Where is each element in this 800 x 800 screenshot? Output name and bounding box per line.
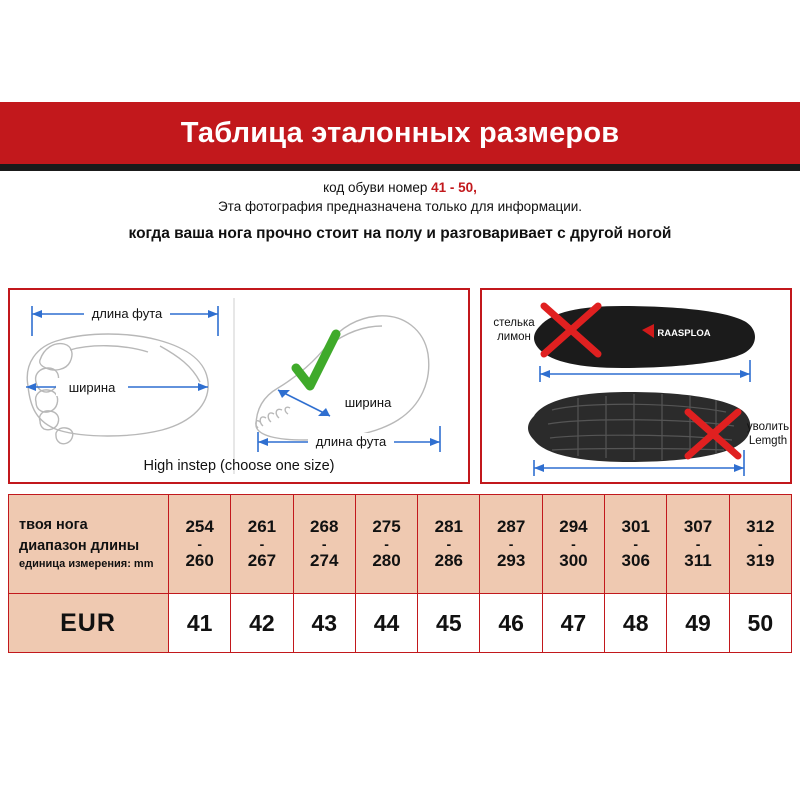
range-cell [355,495,417,594]
table-row-foot-range [9,495,792,594]
row-label-foot-range [9,495,169,594]
range-dash: - [259,536,265,552]
label-insole-line1: стелька [493,317,535,329]
range-dash: - [758,536,763,552]
range-from: 275 [372,516,401,536]
label-foot-length-side: длина фута [315,434,387,449]
insole-diagram [482,290,790,482]
range-to: 319 [746,551,775,570]
label-foot-width-side: ширина [344,395,392,410]
banner-underline [0,164,800,171]
caption-block [0,180,800,243]
caption-line-3: когда ваша нога прочно стоит на полу и разговаривает с другой ногой [128,225,672,242]
range-cell [480,495,542,594]
range-from: 268 [310,516,339,536]
eur-cell: 46 [480,594,542,653]
eur-cell: 41 [169,594,231,653]
caption-line-1 [0,180,800,195]
row-label-line-2: диапазон длины [19,538,140,555]
check-icon [296,334,336,386]
range-from: 301 [621,516,650,536]
range-cell [418,495,480,594]
label-foot-length-top: длина фута [91,306,163,321]
eur-cell: 50 [729,594,791,653]
range-dash: - [384,536,389,552]
eur-cell: 45 [418,594,480,653]
label-foot-width-top: ширина [68,380,116,395]
shoe-code: 41 - 50, [431,180,477,195]
eur-cell: 42 [231,594,293,653]
table-row-eur [9,594,792,653]
high-instep-caption: High instep (choose one size) [143,458,335,474]
caption-prefix: код обуви номер [323,180,432,195]
caption-line-2: Эта фотография предназначена только для информации. [217,199,583,214]
range-dash: - [197,536,202,552]
range-dash: - [508,536,514,552]
range-cell [729,495,791,594]
eur-cell: 48 [605,594,667,653]
range-to: 274 [310,551,339,570]
label-insole-line2: лимон [497,331,531,343]
eur-cell: 49 [667,594,729,653]
range-cell [231,495,293,594]
range-to: 280 [372,551,401,570]
range-to: 267 [247,551,277,570]
range-from: 294 [559,516,588,536]
range-to: 286 [434,551,464,570]
eur-cell: 43 [293,594,355,653]
range-from: 312 [746,516,775,536]
range-cell [169,495,231,594]
range-dash: - [695,536,701,552]
title-banner [0,102,800,164]
eur-cell: 44 [355,594,417,653]
row-label-line-1: твоя нога [19,517,88,534]
range-cell [667,495,729,594]
row-label-eur: EUR [9,594,169,653]
range-from: 287 [496,516,526,536]
range-cell [542,495,604,594]
size-table-wrap [8,494,792,653]
range-from: 307 [683,516,713,536]
label-dismiss-line1: уволить [746,421,790,433]
range-to: 311 [684,551,712,570]
row-label-line-3: единица измерения: mm [19,558,154,571]
range-dash: - [321,536,327,552]
range-dash: - [446,536,452,552]
page-title: Таблица эталонных размеров [180,116,620,149]
illustration-panels [8,288,792,484]
foot-measure-panel [8,288,470,484]
range-to: 260 [185,551,214,570]
range-from: 281 [434,516,464,536]
size-table [8,494,792,653]
insole-panel [480,288,792,484]
brand-label: RAASPLOA [657,328,711,339]
range-dash: - [633,536,639,552]
range-to: 293 [496,551,526,570]
eur-cell: 47 [542,594,604,653]
range-from: 254 [185,516,214,536]
range-from: 261 [247,516,277,536]
range-cell [605,495,667,594]
range-to: 300 [559,551,588,570]
foot-measure-diagram [10,290,468,482]
range-dash: - [571,536,576,552]
range-to: 306 [621,551,650,570]
label-dismiss-line2: Lemgth [748,435,788,447]
range-cell [293,495,355,594]
